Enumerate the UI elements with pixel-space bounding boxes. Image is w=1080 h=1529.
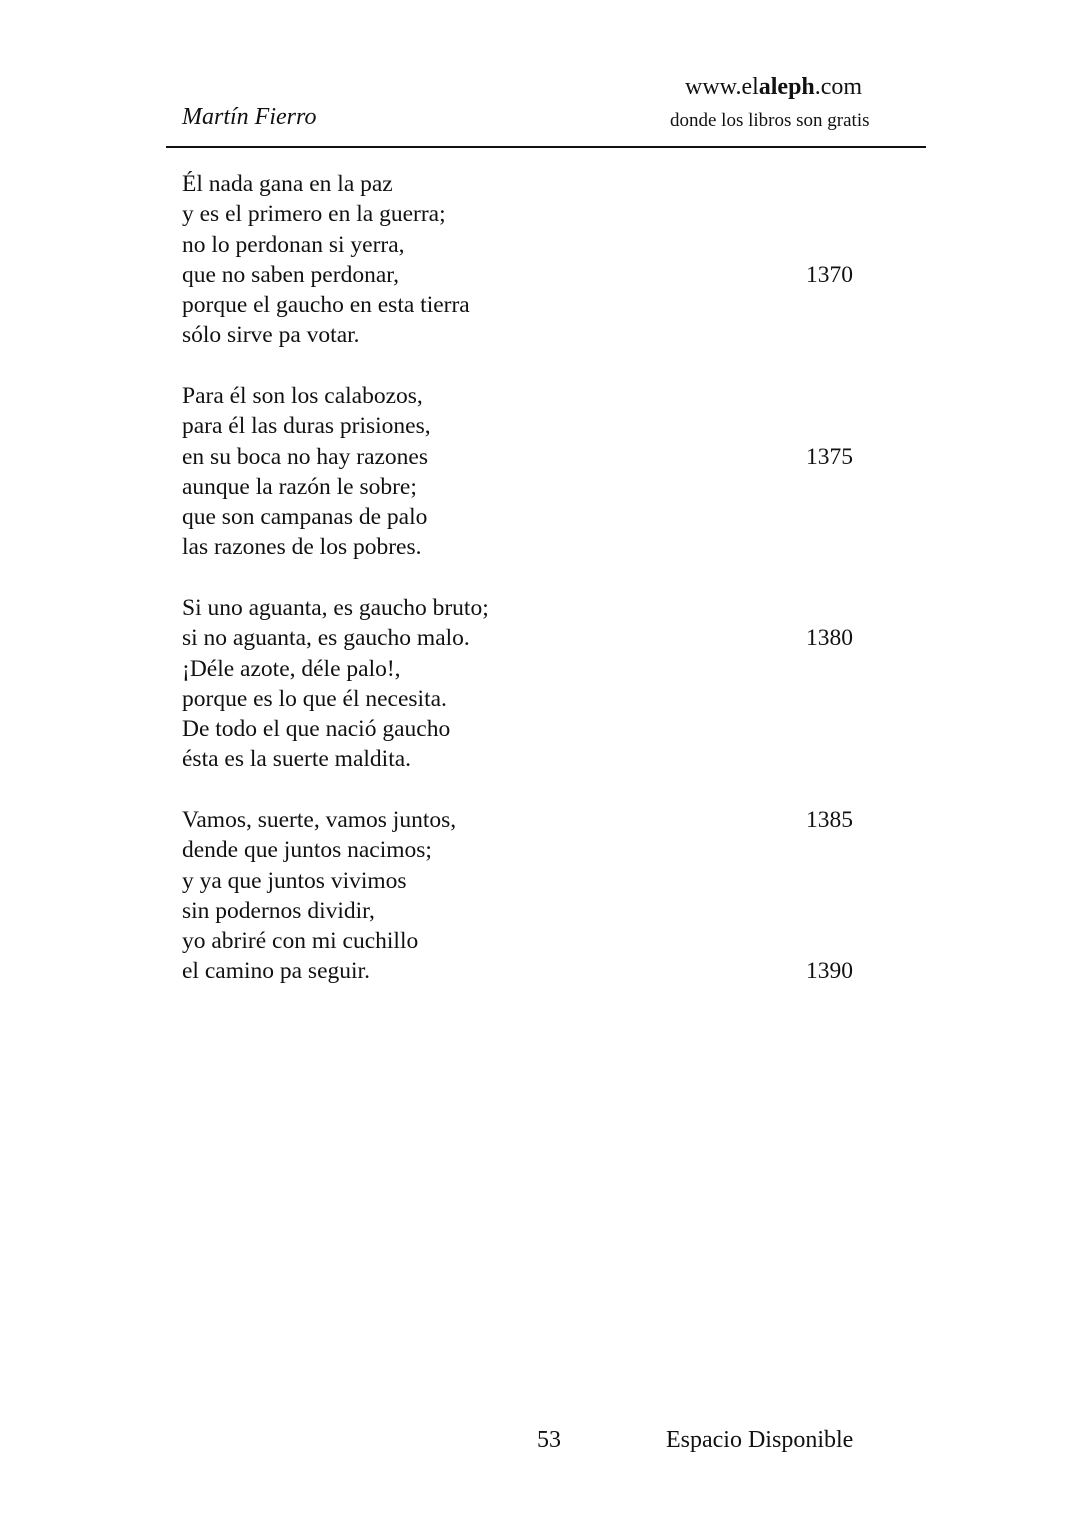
site-suffix: .com xyxy=(814,74,863,100)
verse-text: aunque la razón le sobre; xyxy=(182,473,417,500)
verse-text: Él nada gana en la paz xyxy=(182,171,393,197)
verse-text: si no aguanta, es gaucho malo. xyxy=(182,625,470,652)
line-number: 1375 xyxy=(806,443,853,470)
verse-line xyxy=(182,381,882,411)
stanza xyxy=(182,593,882,775)
line-number: 1390 xyxy=(806,958,853,985)
verse-text: sin podernos dividir, xyxy=(182,897,375,924)
verse-line xyxy=(182,260,882,290)
stanza xyxy=(182,169,882,351)
verse-line xyxy=(182,532,882,562)
site-bold: aleph xyxy=(758,74,815,100)
stanza xyxy=(182,805,882,987)
verse-line xyxy=(182,956,882,986)
verse-text: que no saben perdonar, xyxy=(182,261,400,288)
verse-line xyxy=(182,320,882,350)
verse-text: dende que juntos nacimos; xyxy=(182,837,432,864)
footer-note: Espacio Disponible xyxy=(666,1427,854,1453)
verse-line xyxy=(182,714,882,744)
verse-text: Para él son los calabozos, xyxy=(182,383,423,409)
verse-text: que son campanas de palo xyxy=(182,504,428,531)
verse-line xyxy=(182,442,882,472)
site-prefix: www.el xyxy=(685,74,759,100)
verse-text: en su boca no hay razones xyxy=(182,443,429,470)
verse-line xyxy=(182,835,882,865)
verse-line xyxy=(182,623,882,653)
verse-text: y es el primero en la guerra; xyxy=(182,201,446,228)
verse-text: De todo el que nació gaucho xyxy=(182,716,451,743)
verse-line xyxy=(182,866,882,896)
verse-text: yo abriré con mi cuchillo xyxy=(182,928,419,955)
verse-line xyxy=(182,230,882,260)
verse-text: las razones de los pobres. xyxy=(182,534,422,561)
line-number: 1370 xyxy=(806,261,853,288)
verse-line xyxy=(182,654,882,684)
header-divider xyxy=(166,146,926,148)
page-number: 53 xyxy=(537,1427,561,1453)
verse-text: Vamos, suerte, vamos juntos, xyxy=(182,807,457,833)
verse-text: ¡Déle azote, déle palo!, xyxy=(182,655,401,682)
site-name xyxy=(685,74,862,101)
line-number: 1385 xyxy=(806,807,853,833)
book-title: Martín Fierro xyxy=(182,104,317,130)
line-number: 1380 xyxy=(806,625,853,652)
verse-text: Si uno aguanta, es gaucho bruto; xyxy=(182,595,489,621)
verse-line xyxy=(182,805,882,835)
verse-line xyxy=(182,411,882,441)
verse-line xyxy=(182,593,882,623)
verse-line xyxy=(182,199,882,229)
verse-line xyxy=(182,684,882,714)
verse-text: para él las duras prisiones, xyxy=(182,413,431,440)
verse-text: porque el gaucho en esta tierra xyxy=(182,292,470,319)
verse-text: no lo perdonan si yerra, xyxy=(182,231,405,258)
verse-line xyxy=(182,472,882,502)
stanza xyxy=(182,381,882,563)
verse-line xyxy=(182,502,882,532)
verse-line xyxy=(182,744,882,774)
verse-line xyxy=(182,926,882,956)
verse-line xyxy=(182,896,882,926)
verse-text: ésta es la suerte maldita. xyxy=(182,746,412,773)
site-tagline: donde los libros son gratis xyxy=(670,110,870,131)
verse-text: sólo sirve pa votar. xyxy=(182,322,360,349)
verse-text: el camino pa seguir. xyxy=(182,958,370,985)
verse-text: porque es lo que él necesita. xyxy=(182,685,447,712)
verse-line xyxy=(182,290,882,320)
verse-text: y ya que juntos vivimos xyxy=(182,867,407,894)
verse-line xyxy=(182,169,882,199)
